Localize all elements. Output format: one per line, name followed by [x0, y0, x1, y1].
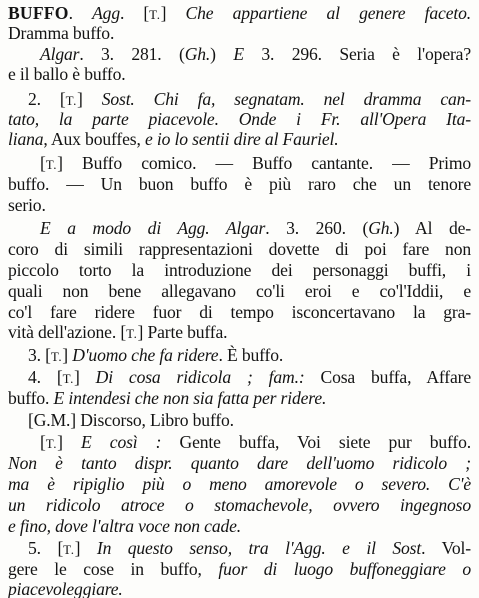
- text-run: coro di simili rappresentazioni dovette di poi fare non: [8, 239, 471, 259]
- text-run: Che appartiene al genere faceto.: [185, 3, 471, 23]
- text-run: Dramma buffo.: [8, 23, 115, 43]
- sense-4-line: [8, 388, 471, 408]
- text-run: 4. [: [28, 367, 63, 387]
- text-run: tato, la parte piacevole. Onde i Fr. all'Opera Ita-: [8, 109, 471, 129]
- citation-line: [8, 239, 471, 259]
- text-run: D'uomo che fa ridere: [72, 345, 219, 365]
- text-run: e io lo sentii dire al Fauriel.: [144, 129, 339, 149]
- text-run: . [: [119, 3, 150, 23]
- text-run: . 3. 260. (: [265, 218, 369, 238]
- text-run: Gh.: [184, 44, 211, 64]
- text-run: 5. [: [28, 538, 64, 558]
- text-run: ]: [62, 345, 73, 365]
- sense-5-line: [28, 538, 471, 560]
- text-run: T.: [45, 157, 58, 172]
- text-run: Gente buffa, Voi siete pur buffo.: [161, 432, 472, 452]
- text-run: . Vol-: [421, 538, 471, 558]
- text-run: piacevoleggiare.: [8, 579, 123, 598]
- sense-3-line: [28, 345, 471, 367]
- note-line: [8, 516, 471, 536]
- citation-line: [8, 64, 471, 84]
- text-run: T.: [65, 93, 78, 108]
- text-run: . È buffo.: [218, 345, 284, 365]
- entry-line: [8, 23, 471, 43]
- text-run: co'l fare ridere fuor di tempo isconcertavano la gra-: [8, 302, 471, 322]
- text-run: 3. 296. Seria è l'opera?: [243, 44, 471, 64]
- text-run: , Aux bouffes,: [43, 129, 145, 149]
- citation-line: [8, 281, 471, 301]
- text-run: Di cosa ridicola ; fam.:: [95, 367, 305, 387]
- citation-line: [40, 218, 471, 238]
- text-run: un ridicolo atroce o stomachevole, ovvero ingegnoso: [8, 495, 471, 515]
- text-run: ) Al de-: [393, 218, 471, 238]
- citation-line: [8, 302, 471, 322]
- text-run: ]: [77, 89, 102, 109]
- example-line: [8, 174, 471, 194]
- text-run: serio.: [8, 195, 46, 215]
- example-line: [40, 153, 471, 175]
- text-run: E intendesi che non sia fatta per ridere.: [53, 388, 327, 408]
- text-run: e fino, dove l'altra voce non cade.: [8, 516, 242, 536]
- text-run: E a modo di Agg. Algar: [40, 218, 266, 238]
- text-run: T.: [62, 371, 74, 386]
- text-run: E: [233, 44, 244, 64]
- text-run: Gh.: [368, 218, 394, 238]
- citation-line: [8, 260, 471, 280]
- text-run: ]: [57, 432, 82, 452]
- text-run: [: [40, 432, 46, 452]
- text-run: Sost. Chi fa, segnatam. nel dramma can-: [101, 89, 472, 109]
- text-run: buffo.: [8, 388, 54, 408]
- text-run: e il ballo è buffo.: [8, 64, 126, 84]
- text-run: ): [210, 44, 234, 64]
- text-run: Algar: [40, 44, 80, 64]
- text-run: quali non bene allegavano co'li eroi e co'l'Iddii, e: [8, 281, 471, 301]
- text-run: BUFFO: [8, 3, 69, 23]
- text-run: T.: [126, 326, 138, 341]
- text-run: fuor di luogo buffoneggiare o: [218, 559, 471, 579]
- text-run: Non è tanto dispr. quanto dare dell'uomo ridicolo ;: [8, 453, 471, 473]
- text-run: [G.M.] Discorso, Libro buffo.: [28, 410, 234, 430]
- text-run: In questo senso, tra l'Agg. e il Sost: [96, 538, 422, 558]
- text-run: E così :: [81, 432, 162, 452]
- text-run: T.: [45, 436, 58, 451]
- text-run: Agg: [92, 3, 120, 23]
- text-run: ma è ripiglio più o meno amorevole o severo. C'è: [8, 474, 471, 494]
- text-run: buffo. — Un buon buffo è più raro che un tenore: [8, 174, 471, 194]
- text-run: vità dell'azione. [: [8, 322, 127, 342]
- text-run: ] Parte buffa.: [137, 322, 228, 342]
- text-run: [: [40, 153, 46, 173]
- sense-5-line: [8, 559, 471, 579]
- text-run: ]: [74, 367, 96, 387]
- text-run: 2. [: [28, 89, 66, 109]
- text-run: gere le cose in buffo,: [8, 559, 219, 579]
- text-run: piccolo torto la introduzione dei personaggi buffi, i: [8, 260, 471, 280]
- text-run: 3. [: [28, 345, 51, 365]
- sense-2-line: [8, 109, 471, 129]
- note-line: [8, 495, 471, 515]
- text-run: liana: [8, 129, 44, 149]
- sense-5-line: [8, 579, 471, 598]
- citation-line: [40, 44, 471, 64]
- sense-4-line: [28, 367, 471, 389]
- example-line: [8, 195, 471, 215]
- sense-2-line: [28, 89, 471, 111]
- citation-line: [8, 322, 471, 344]
- text-run: T.: [63, 542, 75, 557]
- text-run: T.: [50, 349, 63, 364]
- note-line: [8, 474, 471, 494]
- text-run: Cosa buffa, Affare: [304, 367, 471, 387]
- text-run: . 3. 281. (: [79, 44, 185, 64]
- entry-headword-line: [8, 3, 471, 25]
- text-run: T.: [149, 7, 161, 22]
- example-line: [40, 432, 471, 454]
- text-run: .: [68, 3, 93, 23]
- text-run: ]: [74, 538, 97, 558]
- sense-2-line: [8, 129, 471, 149]
- note-line: [8, 453, 471, 473]
- example-line: [28, 410, 471, 430]
- text-run: ]: [160, 3, 186, 23]
- text-run: ] Buffo comico. — Buffo cantante. — Primo: [57, 153, 471, 173]
